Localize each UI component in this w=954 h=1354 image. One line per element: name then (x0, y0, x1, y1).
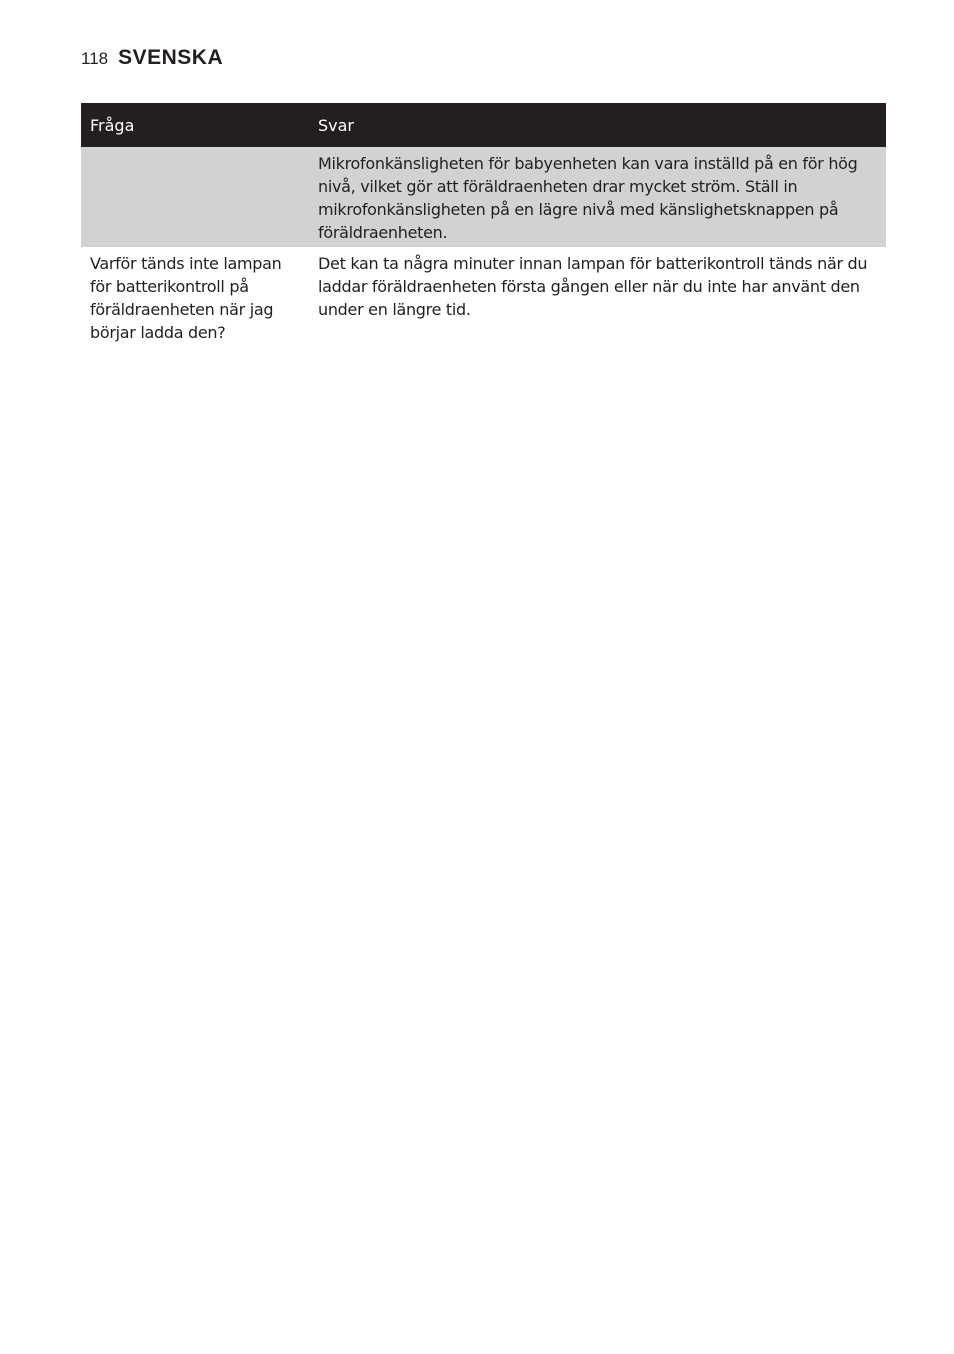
table-row (81, 247, 886, 347)
page-header (81, 46, 223, 70)
table-header-row (81, 103, 886, 147)
page-number: 118 (81, 49, 109, 68)
column-header-question: Fråga (81, 103, 309, 147)
section-title: SVENSKA (118, 46, 224, 69)
answer-cell: Mikrofonkänsligheten för babyenheten kan vara inställd på en för hög nivå, vilket gör att föräldraenheten drar mycket ström. Ställ in mikrofonkänsligheten på en lägre nivå med känslighetsknappen på föräldraenheten. (309, 147, 886, 247)
faq-table (81, 103, 886, 347)
question-cell: Varför tänds inte lampan för batterikontroll på föräldraenheten när jag börjar ladda den? (90, 254, 282, 342)
table-row (81, 147, 886, 247)
question-cell (81, 147, 309, 247)
column-header-answer: Svar (309, 103, 886, 147)
answer-cell: Det kan ta några minuter innan lampan för batterikontroll tänds när du laddar föräldraenheten första gången eller när du inte har använt den under en längre tid. (318, 254, 868, 319)
